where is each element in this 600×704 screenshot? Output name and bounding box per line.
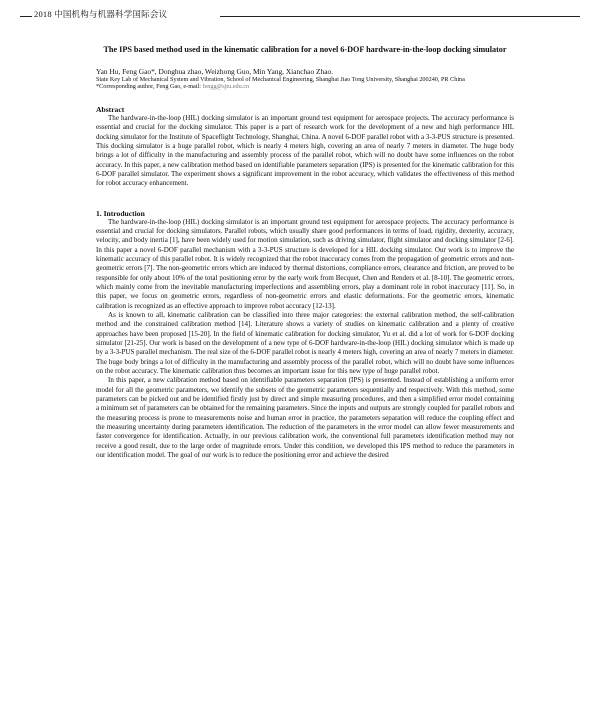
corresponding-label: *Corresponding author, Feng Gao, e-mail: bbox=[96, 83, 201, 91]
intro-paragraph-3: In this paper, a new calibration method based on identifiable parameters separation (IPS) is presented. Instead of establishing a uniform error model for all the geometric parameters, we identify the subsets of the geometric parameters sequentially and respectively. With this method, some parameters can be picked out and be identified firstly just by direct and simple measuring procedures, and then a simplified error model containing a minimum set of parameters can be obtained for the remaining parameters. Since the inputs and outputs are strongly coupled for parallel robots and the measuring process is prone to measurements noise and human error in practice, the parameters separation will reduce the coupling effect and the measuring uncertainty during parameters identification. The reduction of the parameters in the error model can allow fewer measurements and faster convergence for identification. Actually, in our previous calibration work, the conventional full parameters identification method may not receive a good result, due to the large order of magnitude errors. Under this condition, we developed this IPS method to reduce the parameters in our identification model. The goal of our work is to reduce the positioning error and achieve the desired bbox=[96, 376, 514, 460]
abstract-text: The hardware-in-the-loop (HIL) docking simulator is an important ground test equipment for aerospace projects. The accuracy performance is essential and crucial for the docking simulator. This paper is a part of research work for the development of a new and high performance HIL docking simulator for the Institute of Spaceflight Technology, Shanghai, China. A novel 6-DOF parallel robot with a 3-3-PUS structure is presented. This docking simulator is a huge parallel robot, which is nearly 4 meters high, covering an area of nearly 7 meters in diameter. The huge body brings a lot of difficulty in the manufacturing and assembly process of the parallel robot, which will no doubt have some influences on the robot accuracy. In this paper, a new calibration method based on identifiable parameters separation (IPS) is presented for the kinematic calibration for this 6-DOF parallel simulator. The experiment shows a significant improvement in the robot accuracy, which validates the effectiveness of this method for robot accuracy enhancement. bbox=[96, 113, 514, 188]
running-header bbox=[20, 8, 580, 22]
intro-paragraph-2: As is known to all, kinematic calibration can be classified into three major categories: the external calibration method, the self-calibration method and the constrained calibration method [14]. Literature shows a variety of studies on kinematic calibration and a plenty of creative approaches have been proposed [15-20]. In the field of kinematic calibration for docking simulator, Yu et al. did a lot of work for 6-DOF docking simulator [21-25]. Our work is based on the development of a new type of 6-DOF hardware-in-the-loop (HIL) docking simulator which is made up by a 3-3-PUS parallel mechanism. The real size of the 6-DOF parallel robot is nearly 4 meters high, covering an area of nearly 7 meters in diameter. The huge body brings a lot of difficulty in the manufacturing and assembly process of the parallel robot, which will no doubt have some influences on the robot accuracy. The kinematic calibration thus becomes an important issue for this new type of huge parallel robot. bbox=[96, 311, 514, 376]
author-list: Yan Hu, Feng Gao*, Donghua zhao, Weizhong Guo, Min Yang, Xianchao Zhao. bbox=[96, 67, 334, 76]
intro-paragraph-1: The hardware-in-the-loop (HIL) docking simulator is an important ground test equipment for aerospace projects. The accuracy performance is essential and crucial for docking simulators. Parallel robots, which usually share good performances in terms of load, rigidity, dexterity, accuracy, velocity, and body inertia [1], have been widely used for motion simulation, such as driving simulator, flight simulator and docking simulator [2-6]. In this paper a novel 6-DOF parallel mechanism with a 3-3-PUS structure is developed for a HIL docking simulator. Our work is to improve the kinematic accuracy of this parallel robot. It is widely recognized that the robot inaccuracy comes from the propagation of geometric errors and non-geometric errors [7]. The non-geometric errors which are induced by thermal distortions, compliance errors, clearance and friction, are proved to be responsible for only about 10% of the total positioning error by the early work from Becquet, Chen and Renders et al. [8-10]. The geometric errors, which mainly come from the inevitable manufacturing imperfections and assembling errors, play a dominant role in robot inaccuracy [11]. So, in this paper, we focus on geometric errors, regardless of non-geometric errors and elastic deformations. For the geometric errors, kinematic calibration is recognized as an effective approach to improve robot accuracy [12-13]. bbox=[96, 217, 514, 310]
affiliation: State Key Lab of Mechanical System and Vibration, School of Mechanical Engineering, Shanghai Jiao Tong University, Shanghai 200240, PR China bbox=[96, 76, 465, 83]
corresponding-email[interactable]: fengg@sjtu.edu.cn bbox=[202, 83, 250, 91]
introduction-heading: 1. Introduction bbox=[96, 208, 145, 218]
conference-title: 2018 中国机构与机器科学国际会议 bbox=[34, 9, 168, 19]
header-rule-left bbox=[20, 16, 32, 17]
corresponding-author bbox=[96, 83, 514, 90]
paper-title: The IPS based method used in the kinematic calibration for a novel 6-DOF hardware-in-the-loop docking simulator bbox=[103, 45, 507, 54]
header-rule-right bbox=[220, 16, 580, 17]
paper-body bbox=[96, 44, 514, 461]
abstract-heading: Abstract bbox=[96, 104, 125, 114]
